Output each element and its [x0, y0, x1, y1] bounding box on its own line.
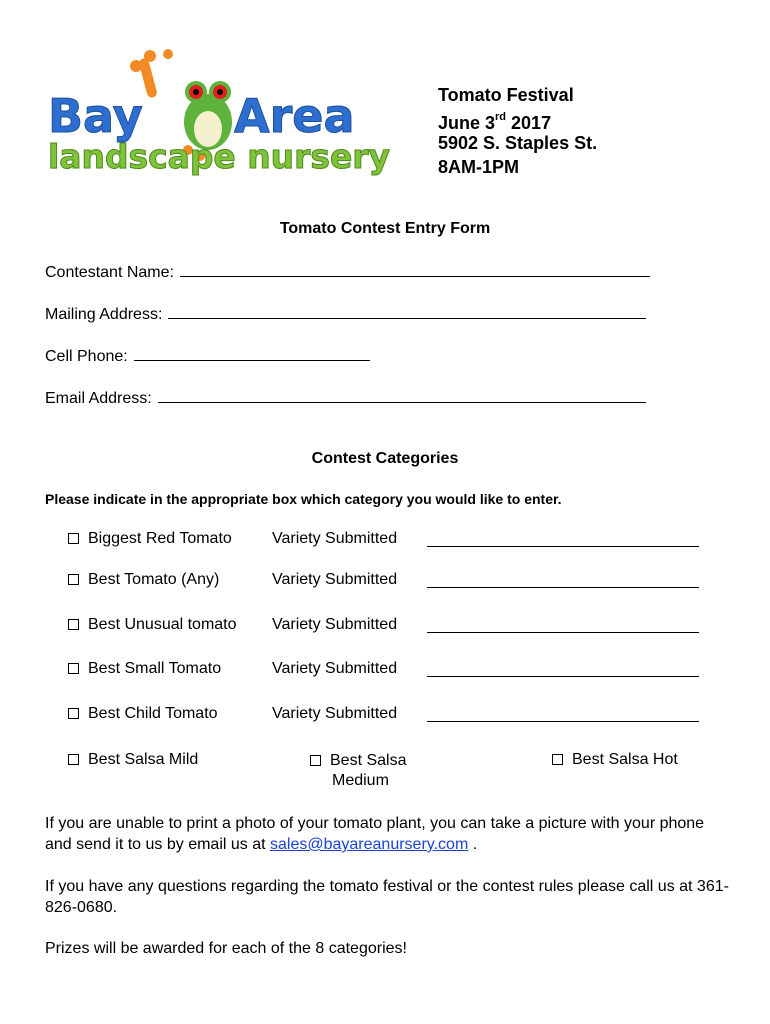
category-label: Best Child Tomato	[88, 705, 218, 722]
salsa-medium-checkbox[interactable]	[310, 755, 321, 766]
form-title: Tomato Contest Entry Form	[279, 220, 491, 237]
prizes-note: Prizes will be awarded for each of the 8 categories!	[45, 940, 407, 957]
frog-logo-graphic	[48, 44, 398, 179]
categories-title: Contest Categories	[311, 450, 459, 467]
event-name: Tomato Festival	[438, 85, 574, 105]
mailing-address-row	[45, 304, 646, 324]
cell-phone-row	[45, 346, 370, 366]
variety-line[interactable]	[427, 617, 699, 633]
salsa-mild-label: Best Salsa Mild	[88, 751, 199, 768]
nursery-logo	[48, 44, 398, 179]
contestant-name-row	[45, 262, 650, 282]
salsa-hot-label: Best Salsa Hot	[572, 751, 678, 768]
variety-label: Variety Submitted	[272, 571, 398, 588]
mailing-address-label: Mailing Address:	[45, 306, 163, 323]
category-checkbox[interactable]	[68, 574, 79, 585]
email-link[interactable]: sales@bayareanursery.com	[270, 836, 469, 853]
category-label: Best Small Tomato	[88, 660, 222, 677]
cell-phone-line[interactable]	[134, 346, 370, 361]
variety-label: Variety Submitted	[272, 616, 398, 633]
salsa-mild-checkbox[interactable]	[68, 754, 79, 765]
salsa-hot-option	[552, 751, 678, 769]
cell-phone-label: Cell Phone:	[45, 348, 128, 365]
photo-note: If you are unable to print a photo of your tomato plant, you can take a picture with your phone and send it to us by email us at sales@bayareanursery.com .	[45, 815, 705, 853]
event-hours: 8AM-1PM	[438, 157, 520, 177]
salsa-mild-option	[68, 751, 198, 769]
category-row	[68, 530, 232, 548]
category-row	[68, 705, 218, 723]
category-checkbox[interactable]	[68, 663, 79, 674]
variety-line[interactable]	[427, 531, 699, 547]
email-address-label: Email Address:	[45, 390, 152, 407]
variety-label: Variety Submitted	[272, 705, 398, 722]
variety-line[interactable]	[427, 661, 699, 677]
category-label: Biggest Red Tomato	[88, 530, 232, 547]
mailing-address-line[interactable]	[168, 304, 646, 319]
questions-note: If you have any questions regarding the tomato festival or the contest rules please call us at 361-826-0680.	[45, 878, 729, 916]
logo-text-landscape-nursery: landscape nursery	[48, 137, 390, 176]
category-checkbox[interactable]	[68, 533, 79, 544]
category-label: Best Unusual tomato	[88, 616, 237, 633]
salsa-medium-label: Best Salsa	[330, 752, 407, 769]
logo-text-bay: Bay	[48, 89, 143, 143]
event-address: 5902 S. Staples St.	[438, 133, 598, 153]
category-row	[68, 571, 219, 589]
contestant-name-label: Contestant Name:	[45, 264, 174, 281]
variety-label: Variety Submitted	[272, 660, 398, 677]
salsa-hot-checkbox[interactable]	[552, 754, 563, 765]
category-label: Best Tomato (Any)	[88, 571, 220, 588]
category-row	[68, 616, 237, 634]
salsa-medium-option	[310, 751, 406, 791]
category-checkbox[interactable]	[68, 708, 79, 719]
categories-instruction: Please indicate in the appropriate box which category you would like to enter.	[45, 491, 562, 507]
email-address-row	[45, 388, 646, 408]
category-row	[68, 660, 221, 678]
category-checkbox[interactable]	[68, 619, 79, 630]
variety-line[interactable]	[427, 706, 699, 722]
variety-line[interactable]	[427, 572, 699, 588]
event-date: June 3rd 2017	[438, 111, 552, 133]
variety-label: Variety Submitted	[272, 530, 398, 547]
contestant-name-line[interactable]	[180, 262, 650, 277]
email-address-line[interactable]	[158, 388, 646, 403]
salsa-medium-label-line2: Medium	[332, 772, 389, 789]
logo-text-area: Area	[234, 89, 355, 143]
